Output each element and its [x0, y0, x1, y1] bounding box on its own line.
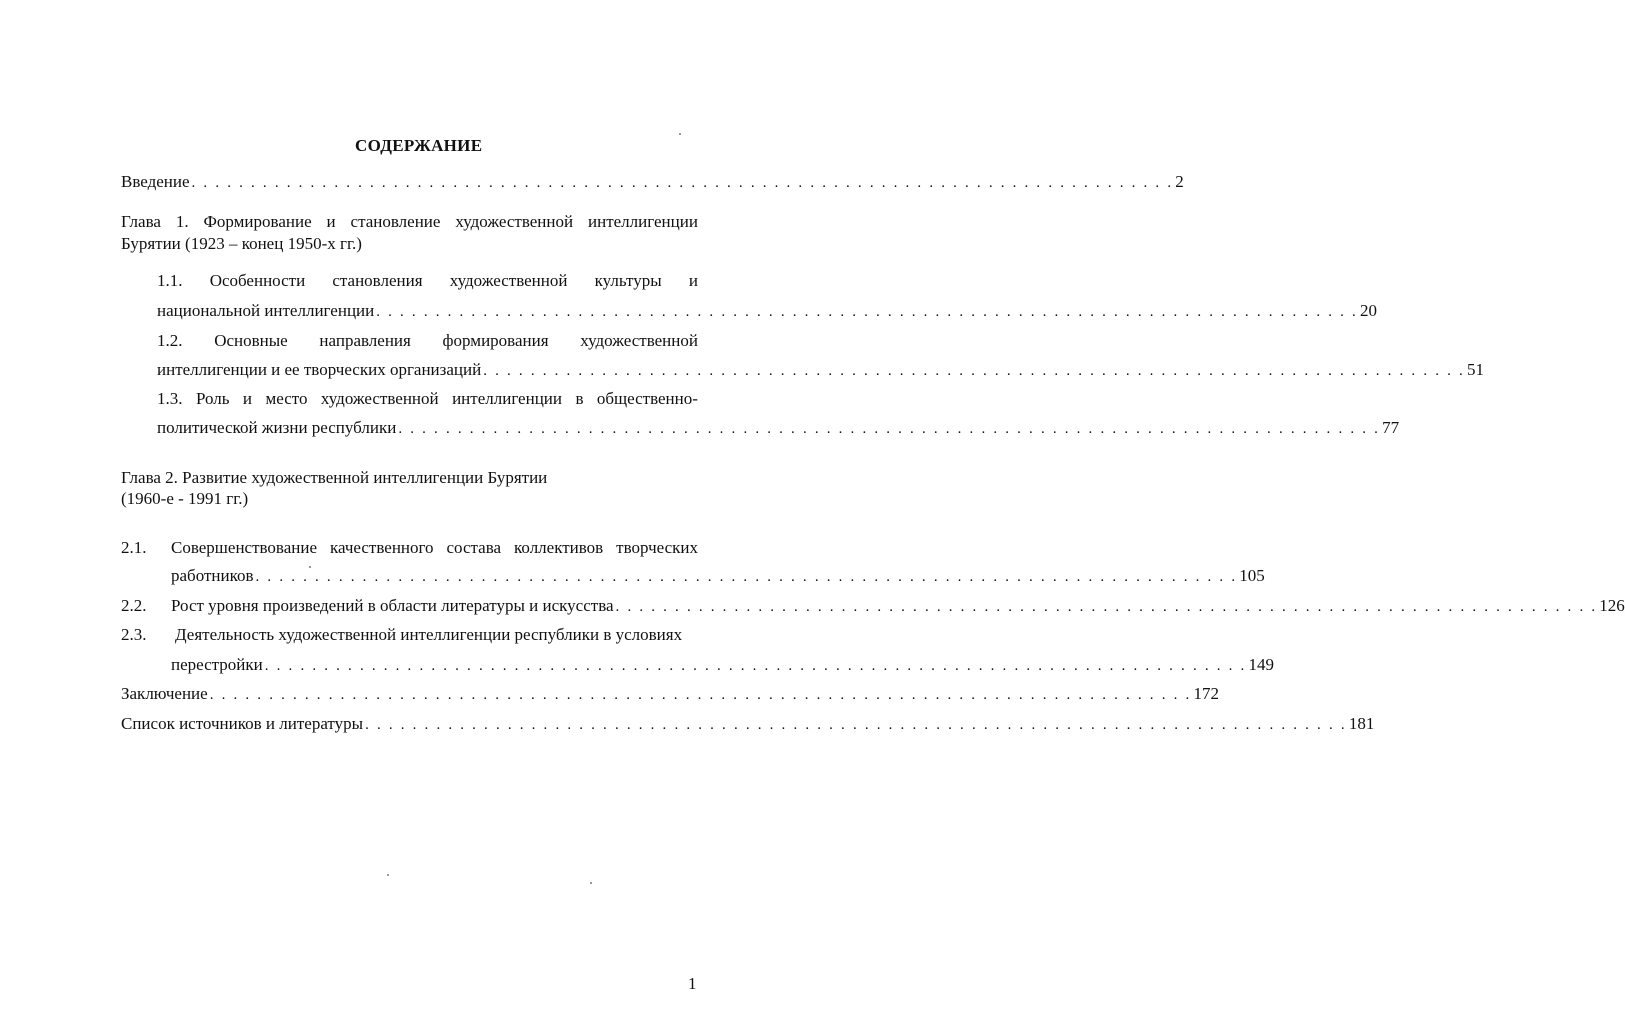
chapter-2-heading-line2: (1960-е - 1991 гг.) [121, 489, 249, 508]
toc-entry-label: работников [171, 566, 254, 585]
toc-entry-1-2-line2[interactable] [157, 360, 1484, 381]
section-word: Роль [195, 389, 230, 408]
section-word: качественного [329, 538, 434, 557]
dot-leader: . . . . . . . . . . . . . . . . . . . . . . . . . . . . . . . . . . . . . . . . . . . . . . . . . . . . . . . . . . . . . . . . . . . . . . . . . . . . . . . . . . . [376, 304, 1358, 320]
section-word: культуры [594, 271, 662, 290]
chapter-2-heading[interactable]: Глава 2. Развитие художественной интеллигенции Бурятии [121, 468, 548, 487]
toc-entry-2-1-line2[interactable] [171, 566, 1265, 587]
section-word: 1.1. [157, 271, 183, 290]
dot-leader: . . . . . . . . . . . . . . . . . . . . . . . . . . . . . . . . . . . . . . . . . . . . . . . . . . . . . . . . . . . . . . . . . . . . . . . . . . . . . . . . . . . [398, 421, 1381, 437]
scan-speck [679, 133, 681, 135]
toc-page-number: 126 [1599, 596, 1625, 615]
toc-entry-1-1[interactable] [157, 271, 698, 291]
section-word: место [265, 389, 308, 408]
section-word: художественной [320, 389, 439, 408]
toc-page-number: 77 [1382, 418, 1400, 437]
section-word: и [688, 271, 698, 290]
chapter-1-word: Формирование [203, 212, 312, 231]
section-word: коллективов [514, 538, 604, 557]
toc-page-number: 149 [1248, 655, 1274, 674]
dot-leader: . . . . . . . . . . . . . . . . . . . . . . . . . . . . . . . . . . . . . . . . . . . . . . . . . . . . . . . . . . . . . . . . . . . . . . . . . . . . . . . . . . . [191, 175, 1174, 191]
toc-entry-label: интеллигенции и ее творческих организаций [157, 360, 482, 379]
section-word: и [242, 389, 253, 408]
dot-leader: . . . . . . . . . . . . . . . . . . . . . . . . . . . . . . . . . . . . . . . . . . . . . . . . . . . . . . . . . . . . . . . . . . . . . . . . . . . . . . . . . . . [255, 569, 1238, 585]
section-word: общественно- [596, 389, 698, 408]
scan-speck [387, 874, 389, 876]
chapter-1-word: художественной [455, 212, 574, 231]
toc-entry-2-1[interactable] [171, 538, 698, 558]
chapter-1-heading[interactable] [121, 212, 698, 232]
section-word: художественной [449, 271, 568, 290]
dot-leader: . . . . . . . . . . . . . . . . . . . . . . . . . . . . . . . . . . . . . . . . . . . . . . . . . . . . . . . . . . . . . . . . . . . . . . . . . . . . . . . . . . . [615, 599, 1598, 615]
section-word: состава [446, 538, 502, 557]
section-word: в [575, 389, 584, 408]
page-number: 1 [688, 974, 697, 993]
toc-entry-introduction[interactable] [121, 172, 1184, 193]
dot-leader: . . . . . . . . . . . . . . . . . . . . . . . . . . . . . . . . . . . . . . . . . . . . . . . . . . . . . . . . . . . . . . . . . . . . . . . . . . . . . . . . . . . [264, 658, 1247, 674]
toc-page-number: 105 [1239, 566, 1265, 585]
toc-page-number: 2 [1175, 172, 1184, 191]
section-word: Совершенствование [171, 538, 318, 557]
page-title: СОДЕРЖАНИЕ [355, 136, 483, 155]
toc-entry-2-1-number: 2.1. [121, 538, 147, 557]
toc-entry-label: политической жизни республики [157, 418, 397, 437]
toc-entry-2-3-line2[interactable] [171, 655, 1274, 676]
section-word: интеллигенции [452, 389, 562, 408]
toc-entry-label: Введение [121, 172, 190, 191]
chapter-1-word: 1. [175, 212, 189, 231]
chapter-1-heading-line2: Бурятии (1923 – конец 1950-х гг.) [121, 234, 362, 253]
toc-page-number: 51 [1466, 360, 1484, 379]
toc-entry-1-3[interactable] [157, 389, 698, 409]
section-word: Основные [214, 331, 288, 350]
toc-page-number: 172 [1193, 684, 1219, 703]
toc-entry-label: перестройки [171, 655, 263, 674]
toc-page-number: 181 [1348, 714, 1375, 733]
toc-entry-2-2-number: 2.2. [121, 596, 147, 615]
chapter-1-word: становление [350, 212, 441, 231]
scan-speck [590, 882, 592, 884]
toc-entry-label: Заключение [121, 684, 208, 703]
toc-entry-label: национальной интеллигенции [157, 301, 375, 320]
dot-leader: . . . . . . . . . . . . . . . . . . . . . . . . . . . . . . . . . . . . . . . . . . . . . . . . . . . . . . . . . . . . . . . . . . . . . . . . . . . . . . . . . . . [365, 717, 1347, 733]
section-word: художественной [580, 331, 698, 350]
chapter-1-word: Глава [121, 212, 161, 231]
toc-entry-references[interactable] [121, 714, 1375, 735]
dot-leader: . . . . . . . . . . . . . . . . . . . . . . . . . . . . . . . . . . . . . . . . . . . . . . . . . . . . . . . . . . . . . . . . . . . . . . . . . . . . . . . . . . . [209, 687, 1192, 703]
dot-leader: . . . . . . . . . . . . . . . . . . . . . . . . . . . . . . . . . . . . . . . . . . . . . . . . . . . . . . . . . . . . . . . . . . . . . . . . . . . . . . . . . . . [483, 363, 1465, 379]
toc-entry-2-3-number: 2.3. [121, 625, 147, 644]
toc-entry-conclusion[interactable] [121, 684, 1219, 705]
chapter-1-word: и [326, 212, 336, 231]
toc-page-number: 20 [1359, 301, 1377, 320]
section-word: 1.2. [157, 331, 183, 350]
toc-entry-2-2[interactable] [171, 596, 1625, 617]
section-word: формирования [442, 331, 549, 350]
toc-entry-label: Рост уровня произведений в области литературы и искусства [171, 596, 614, 615]
toc-entry-label: Список источников и литературы [121, 714, 364, 733]
section-word: 1.3. [157, 389, 183, 408]
scan-speck [309, 566, 311, 568]
toc-entry-1-1-line2[interactable] [157, 301, 1377, 322]
toc-entry-2-3[interactable]: Деятельность художественной интеллигенции республики в условиях [175, 625, 683, 644]
toc-entry-1-3-line2[interactable] [157, 418, 1400, 439]
chapter-1-word: интеллигенции [588, 212, 698, 231]
section-word: творческих [616, 538, 698, 557]
section-word: Особенности [209, 271, 306, 290]
toc-entry-1-2[interactable] [157, 331, 698, 351]
section-word: становления [332, 271, 423, 290]
section-word: направления [319, 331, 411, 350]
